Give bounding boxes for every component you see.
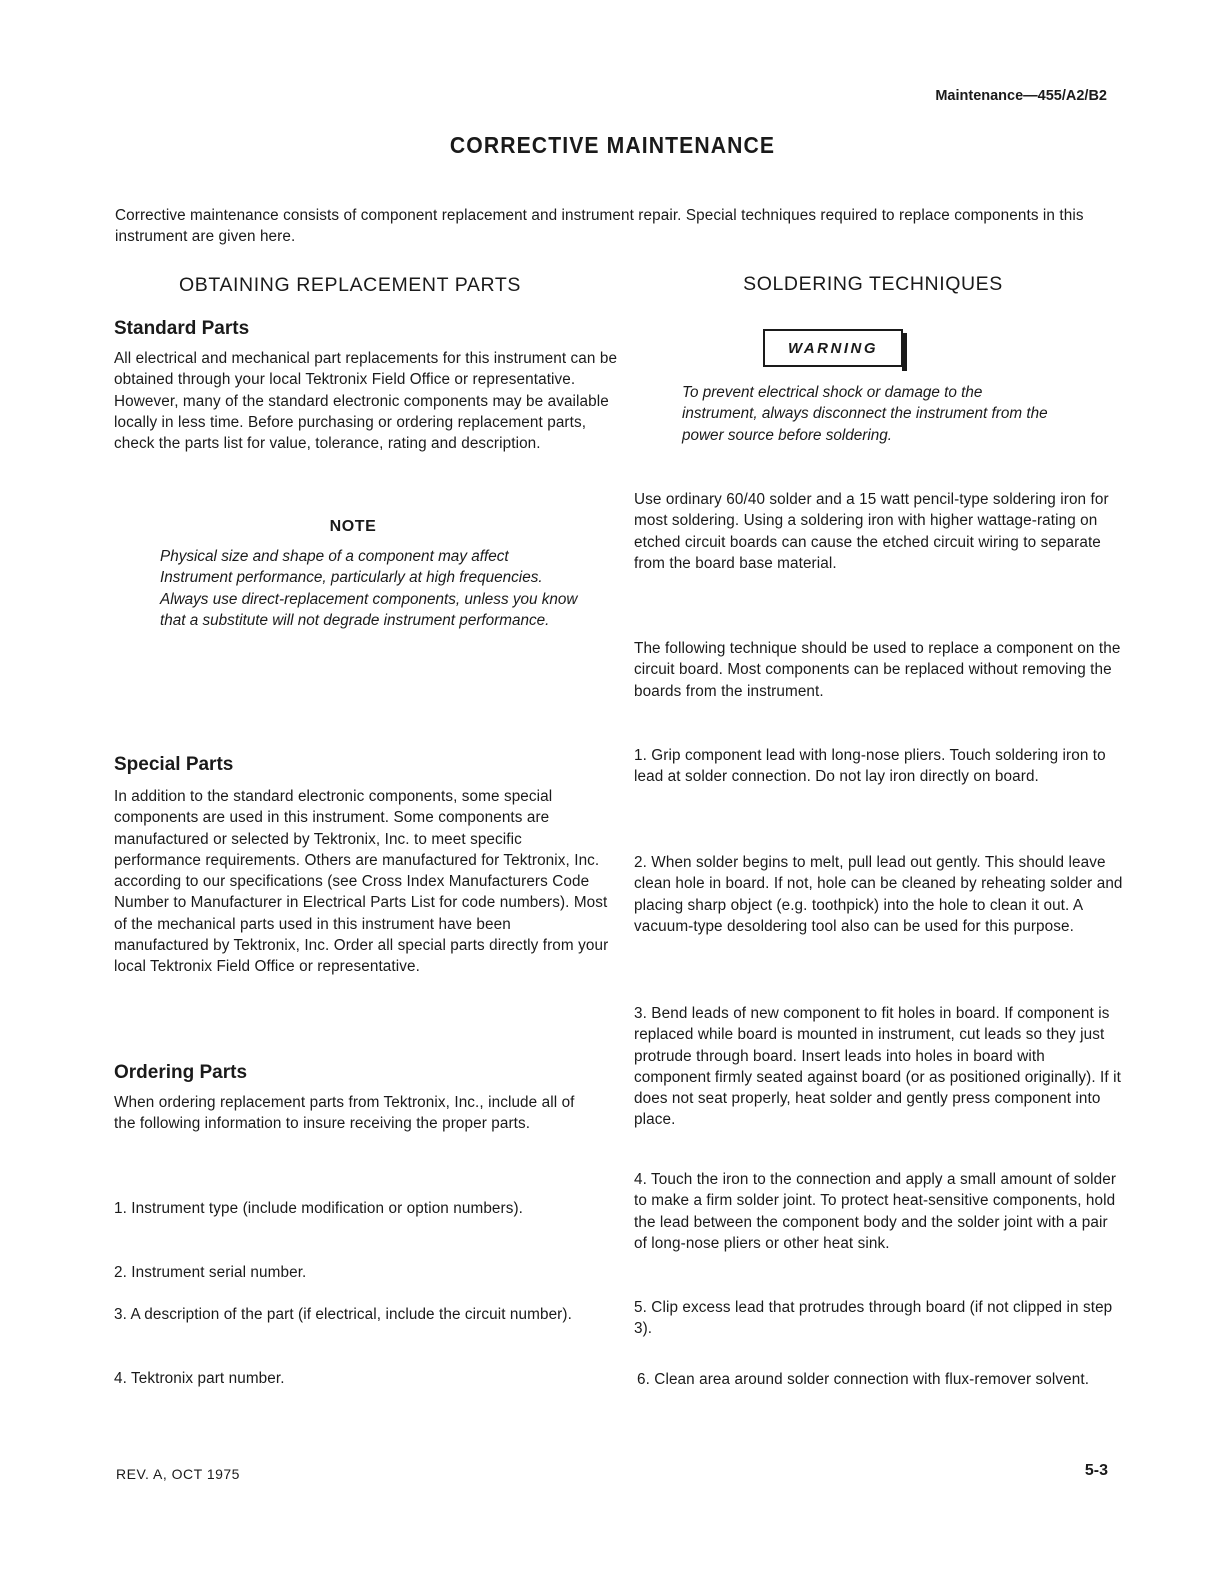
- list-item: 4. Tektronix part number.: [114, 1370, 285, 1387]
- list-item: 1. Instrument type (include modification or option numbers).: [114, 1200, 524, 1217]
- section-title-soldering: SOLDERING TECHNIQUES: [743, 273, 1003, 295]
- document-id: Maintenance—455/A2/B2: [935, 88, 1107, 104]
- list-item: 6. Clean area around solder connection with flux-remover solvent.: [637, 1371, 1090, 1388]
- warning-label: WARNING: [788, 340, 878, 357]
- soldering-paragraph: Use ordinary 60/40 solder and a 15 watt pencil-type soldering iron for most soldering. Using a soldering iron with higher wattage-rating on etched circuit boards can cause the etched circuit wiring to separate from the board base material.: [634, 491, 1109, 572]
- standard-parts-paragraph: All electrical and mechanical part replacements for this instrument can be obtained through your local Tektronix Field Office or representative. However, many of the standard electronic components may be available locally in less time. Before purchasing or ordering replacement parts, check the parts list for value, tolerance, rating and description.: [114, 350, 618, 453]
- page-title: CORRECTIVE MAINTENANCE: [449, 132, 776, 158]
- intro-paragraph: Corrective maintenance consists of component replacement and instrument repair. Special techniques required to replace components in this instrument are given here.: [115, 207, 1084, 246]
- ordering-parts-paragraph: When ordering replacement parts from Tektronix, Inc., include all of the following information to insure receiving the proper parts.: [114, 1094, 575, 1133]
- standard-parts-heading: Standard Parts: [114, 318, 250, 339]
- revision-date: REV. A, OCT 1975: [116, 1466, 240, 1482]
- special-parts-heading: Special Parts: [114, 754, 234, 775]
- list-item: 4. Touch the iron to the connection and apply a small amount of solder to make a firm solder joint. To protect heat-sensitive components, hold the lead between the component body and the solder joint with a pair of long-nose pliers or other heat sink.: [634, 1171, 1117, 1252]
- list-item: 1. Grip component lead with long-nose pliers. Touch soldering iron to lead at solder connection. Do not lay iron directly on board.: [634, 747, 1106, 786]
- list-item: 3. Bend leads of new component to fit holes in board. If component is replaced while board is mounted in instrument, cut leads so they just protrude through board. Insert leads into holes in board with component firmly seated against board (or as positioned originally). If it does not seat properly, heat solder and gently press component into place.: [634, 1005, 1121, 1129]
- warning-paragraph: To prevent electrical shock or damage to the instrument, always disconnect the instrument from the power source before soldering.: [682, 384, 1048, 444]
- list-item: 2. Instrument serial number.: [114, 1264, 307, 1281]
- ordering-parts-heading: Ordering Parts: [114, 1062, 248, 1083]
- list-item: 5. Clip excess lead that protrudes through board (if not clipped in step 3).: [634, 1299, 1113, 1338]
- note-label: NOTE: [329, 518, 377, 535]
- soldering-paragraph: The following technique should be used to replace a component on the circuit board. Most components can be replaced without removing the boards from the instrument.: [634, 640, 1121, 700]
- note-paragraph: Physical size and shape of a component may affect Instrument performance, particularly at high frequencies. Always use direct-replacement components, unless you know that a substitute will not degrade instrument performance.: [160, 548, 578, 629]
- special-parts-paragraph: In addition to the standard electronic components, some special components are used in this instrument. Some components are manufactured or selected by Tektronix, Inc. to meet specific performance requirements. Others are manufactured for Tektronix, Inc. according to our specifications (see Cross Index Manufacturers Code Number to Manufacturer in Electrical Parts List for code numbers). Most of the mechanical parts used in this instrument have been manufactured by Tektronix, Inc. Order all special parts directly from your local Tektronix Field Office or representative.: [114, 788, 609, 976]
- list-item: 2. When solder begins to melt, pull lead out gently. This should leave clean hole in board. If not, hole can be cleaned by reheating solder and placing sharp object (e.g. toothpick) into the hole to clean it out. A vacuum-type desoldering tool also can be used for this purpose.: [634, 854, 1123, 935]
- section-title-replacement-parts: OBTAINING REPLACEMENT PARTS: [179, 274, 521, 296]
- list-item: 3. A description of the part (if electrical, include the circuit number).: [114, 1306, 572, 1323]
- page-number: 5-3: [1084, 1462, 1108, 1479]
